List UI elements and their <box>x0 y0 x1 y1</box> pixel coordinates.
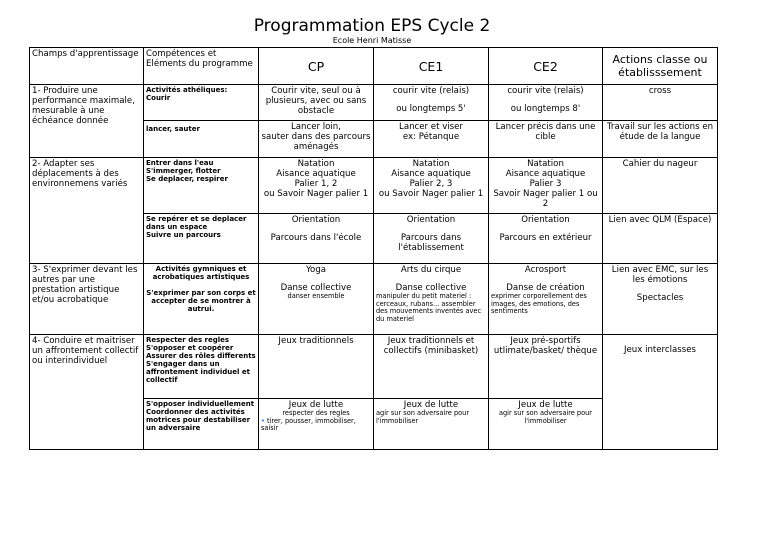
header-ce1: CE1 <box>374 48 489 85</box>
ce1-cell: Jeux traditionnels et collectifs (minibasket) <box>374 335 489 399</box>
page-title: Programmation EPS Cycle 2 <box>253 16 491 36</box>
competence-cell: lancer, sauter <box>144 121 259 158</box>
programmation-table <box>29 47 718 450</box>
actions-cell: Lien avec QLM (Espace) <box>603 214 718 264</box>
ce1-cell: Jeux de lutte agir sur son adversaire pour l'immobiliser <box>374 399 489 450</box>
ce1-cell: courir vite (relais) ou longtemps 5' <box>374 85 489 121</box>
champ-2: 2- Adapter ses déplacements à des environnemens variés <box>30 158 144 264</box>
ce2-cell: Acrosport Danse de création exprimer corporellement des images, des emotions, des sentiments <box>489 264 603 335</box>
table-row <box>30 85 718 121</box>
champ-4: 4- Conduire et maitriser un affrontement collectif ou interindividuel <box>30 335 144 450</box>
ce1-cell: Lancer et viser ex: Pétanque <box>374 121 489 158</box>
header-champs: Champs d'apprentissage <box>30 48 144 85</box>
ce1-cell: Arts du cirque Danse collective manipuler du petit materiel : cerceaux, rubans... assembler des mouvements inventés avec du materiel <box>374 264 489 335</box>
table-row <box>30 264 718 335</box>
ce2-cell: Lancer précis dans une cible <box>489 121 603 158</box>
ce1-cell: Orientation Parcours dans l'établissement <box>374 214 489 264</box>
table-row <box>30 335 718 399</box>
ce2-cell: Natation Aisance aquatique Palier 3 Savoir Nager palier 1 ou 2 <box>489 158 603 214</box>
actions-cell: Travail sur les actions en étude de la langue <box>603 121 718 158</box>
cp-cell: Jeux de lutte respecter des regles • tirer, pousser, immobiliser, saisir <box>259 399 374 450</box>
cp-cell: Orientation Parcours dans l'école <box>259 214 374 264</box>
school-name: Ecole Henri Matisse <box>332 36 412 45</box>
ce2-cell: courir vite (relais) ou longtemps 8' <box>489 85 603 121</box>
cp-cell: Yoga Danse collective danser ensemble <box>259 264 374 335</box>
competence-cell: Activités athéliques: Courir <box>144 85 259 121</box>
ce2-cell: Orientation Parcours en extérieur <box>489 214 603 264</box>
champ-1: 1- Produire une performance maximale, mesurable à une échéance donnée <box>30 85 144 158</box>
champ-3: 3- S'exprimer devant les autres par une prestation artistique et/ou acrobatique <box>30 264 144 335</box>
header-row <box>30 48 718 85</box>
header-ce2: CE2 <box>489 48 603 85</box>
header-actions: Actions classe ou établisssement <box>603 48 718 85</box>
actions-cell: Cahier du nageur <box>603 158 718 214</box>
cp-cell: Jeux traditionnels <box>259 335 374 399</box>
ce2-cell: Jeux de lutte agir sur son adversaire pour l'immobiliser <box>489 399 603 450</box>
header-cp: CP <box>259 48 374 85</box>
header-competences: Compétences et Eléments du programme <box>144 48 259 85</box>
actions-cell: Lien avec EMC, sur les les émotions Spectacles <box>603 264 718 335</box>
competence-cell: Se repérer et se deplacer dans un espace Suivre un parcours <box>144 214 259 264</box>
cp-cell: Lancer loin, sauter dans des parcours aménagés <box>259 121 374 158</box>
competence-cell: Entrer dans l'eau S'immerger, flotter Se deplacer, respirer <box>144 158 259 214</box>
ce2-cell: Jeux pré-sportifs utlimate/basket/ thèque <box>489 335 603 399</box>
actions-cell: Jeux interclasses <box>603 335 718 450</box>
competence-cell: Activités gymniques et acrobatiques artistiques S'exprimer par son corps et accepter de se montrer à autrui. <box>144 264 259 335</box>
actions-cell: cross <box>603 85 718 121</box>
cp-cell: Courir vite, seul ou à plusieurs, avec ou sans obstacle <box>259 85 374 121</box>
competence-cell: S'opposer individuellement Coordonner des activités motrices pour destabiliser un adversaire <box>144 399 259 450</box>
competence-cell: Respecter des regles S'opposer et coopérer Assurer des rôles differents S'engager dans un affrontement individuel et collectif <box>144 335 259 399</box>
cp-cell: Natation Aisance aquatique Palier 1, 2 ou Savoir Nager palier 1 <box>259 158 374 214</box>
table-row <box>30 158 718 214</box>
ce1-cell: Natation Aisance aquatique Palier 2, 3 ou Savoir Nager palier 1 <box>374 158 489 214</box>
